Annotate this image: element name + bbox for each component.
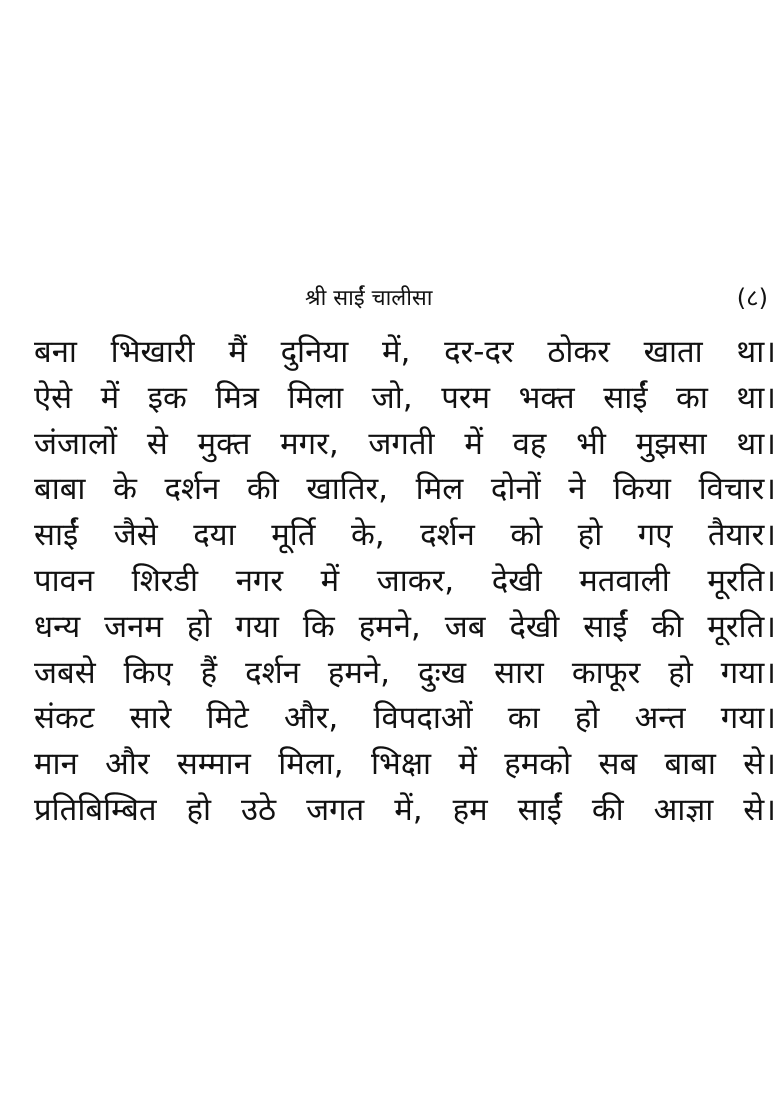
verse-line-11: प्रतिबिम्बित हो उठे जगत में, हम साईं की आज्ञा से।: [34, 791, 776, 828]
verse-line-10: मान और सम्मान मिला, भिक्षा में हमको सब बाबा से।: [34, 746, 776, 783]
verse-line-3: जंजालों से मुक्त मगर, जगती में वह भी मुझसा था।: [34, 425, 776, 462]
page-number: (८): [736, 284, 768, 312]
verse-line-6: पावन शिरडी नगर में जाकर, देखी मतवाली मूरति।: [34, 562, 776, 599]
verse-line-7: धन्य जनम हो गया कि हमने, जब देखी साईं की मूरति।: [34, 608, 776, 645]
verse-block: [34, 330, 776, 834]
verse-line-2: ऐसे में इक मित्र मिला जो, परम भक्त साईं का था।: [34, 379, 776, 416]
verse-line-8: जबसे किए हैं दर्शन हमने, दुःख सारा काफूर हो गया।: [34, 654, 776, 691]
verse-line-5: साईं जैसे दया मूर्ति के, दर्शन को हो गए तैयार।: [34, 517, 776, 554]
running-title: श्री साईं चालीसा: [305, 286, 433, 311]
verse-line-1: बना भिखारी मैं दुनिया में, दर-दर ठोकर खाता था।: [34, 334, 776, 370]
verse-line-4: बाबा के दर्शन की खातिर, मिल दोनों ने किया विचार।: [34, 471, 776, 508]
verse-line-9: संकट सारे मिटे और, विपदाओं का हो अन्त गया।: [34, 700, 776, 737]
page-header: [0, 282, 780, 318]
